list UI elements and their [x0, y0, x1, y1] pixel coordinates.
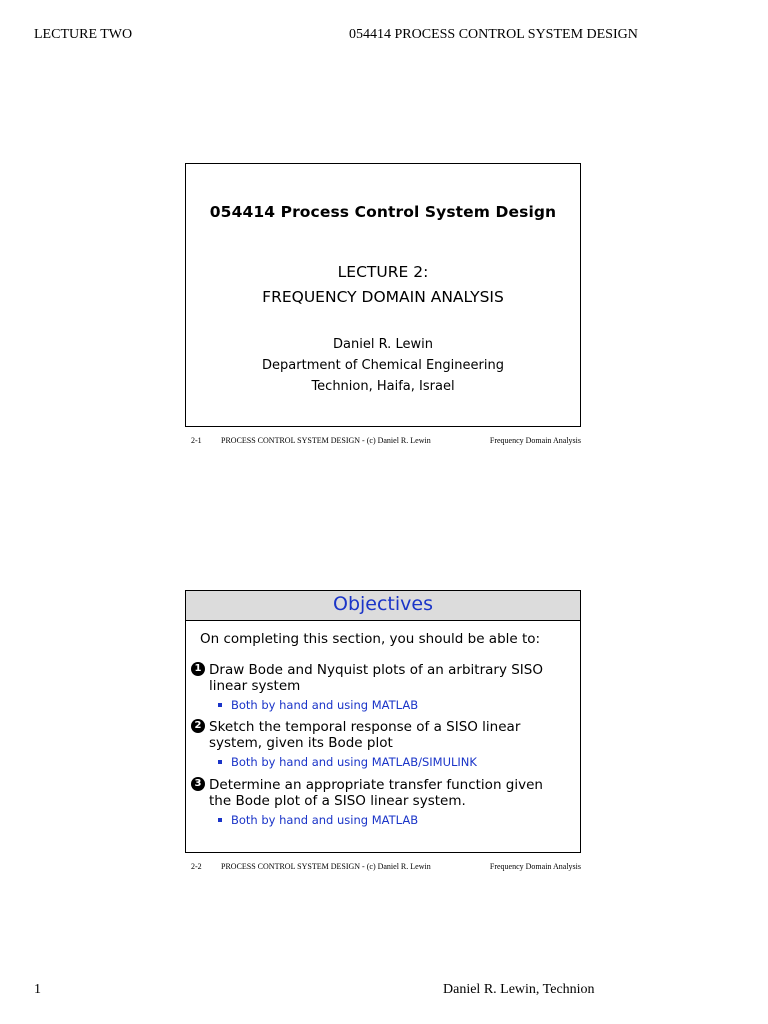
- author-department: Department of Chemical Engineering: [262, 358, 504, 373]
- slide-number: 2-2: [191, 862, 202, 871]
- slide-title-band: [186, 591, 580, 621]
- objective-text-line1: Sketch the temporal response of a SISO linear: [209, 719, 521, 735]
- square-bullet-icon: [218, 818, 222, 822]
- subitem-text: Both by hand and using MATLAB/SIMULINK: [231, 755, 477, 769]
- caption-topic: Frequency Domain Analysis: [489, 436, 581, 445]
- caption-course: PROCESS CONTROL SYSTEM DESIGN - (c) Daniel R. Lewin: [221, 436, 431, 445]
- page-footer-author: Daniel R. Lewin, Technion: [443, 982, 595, 997]
- page-header-right: 054414 PROCESS CONTROL SYSTEM DESIGN: [349, 27, 638, 42]
- objective-text-line2: linear system: [209, 678, 301, 694]
- lecture-number: LECTURE 2:: [337, 263, 429, 281]
- objective-subitem: [218, 698, 418, 712]
- slide-number: 2-1: [191, 436, 202, 445]
- slide-objectives: [185, 590, 581, 853]
- number-bullet-icon: 2: [191, 719, 205, 733]
- objective-subitem: [218, 755, 477, 769]
- slide-title: [185, 163, 581, 427]
- author-name: Daniel R. Lewin: [333, 337, 433, 352]
- subitem-text: Both by hand and using MATLAB: [231, 813, 419, 827]
- objectives-intro: On completing this section, you should be able to:: [200, 631, 541, 647]
- square-bullet-icon: [218, 703, 222, 707]
- objective-item: [191, 719, 520, 751]
- objective-item: [191, 662, 543, 694]
- lecture-subtitle: FREQUENCY DOMAIN ANALYSIS: [262, 288, 504, 306]
- page-header-left: LECTURE TWO: [34, 27, 133, 42]
- caption-course: PROCESS CONTROL SYSTEM DESIGN - (c) Daniel R. Lewin: [221, 862, 431, 871]
- objective-subitem: [218, 813, 418, 827]
- number-bullet-icon: 1: [191, 662, 205, 676]
- subitem-text: Both by hand and using MATLAB: [231, 698, 419, 712]
- author-institution: Technion, Haifa, Israel: [311, 379, 455, 394]
- objective-text-line1: Draw Bode and Nyquist plots of an arbitrary SISO: [209, 662, 543, 678]
- objective-text-line2: the Bode plot of a SISO linear system.: [209, 793, 466, 809]
- number-bullet-icon: 3: [191, 777, 205, 791]
- objective-item: [191, 777, 543, 809]
- caption-topic: Frequency Domain Analysis: [489, 862, 581, 871]
- square-bullet-icon: [218, 760, 222, 764]
- objective-text-line1: Determine an appropriate transfer function given: [209, 777, 543, 793]
- slide-heading: Objectives: [333, 593, 433, 615]
- objective-text-line2: system, given its Bode plot: [209, 735, 393, 751]
- course-title: 054414 Process Control System Design: [209, 203, 557, 221]
- page-number: 1: [34, 982, 41, 997]
